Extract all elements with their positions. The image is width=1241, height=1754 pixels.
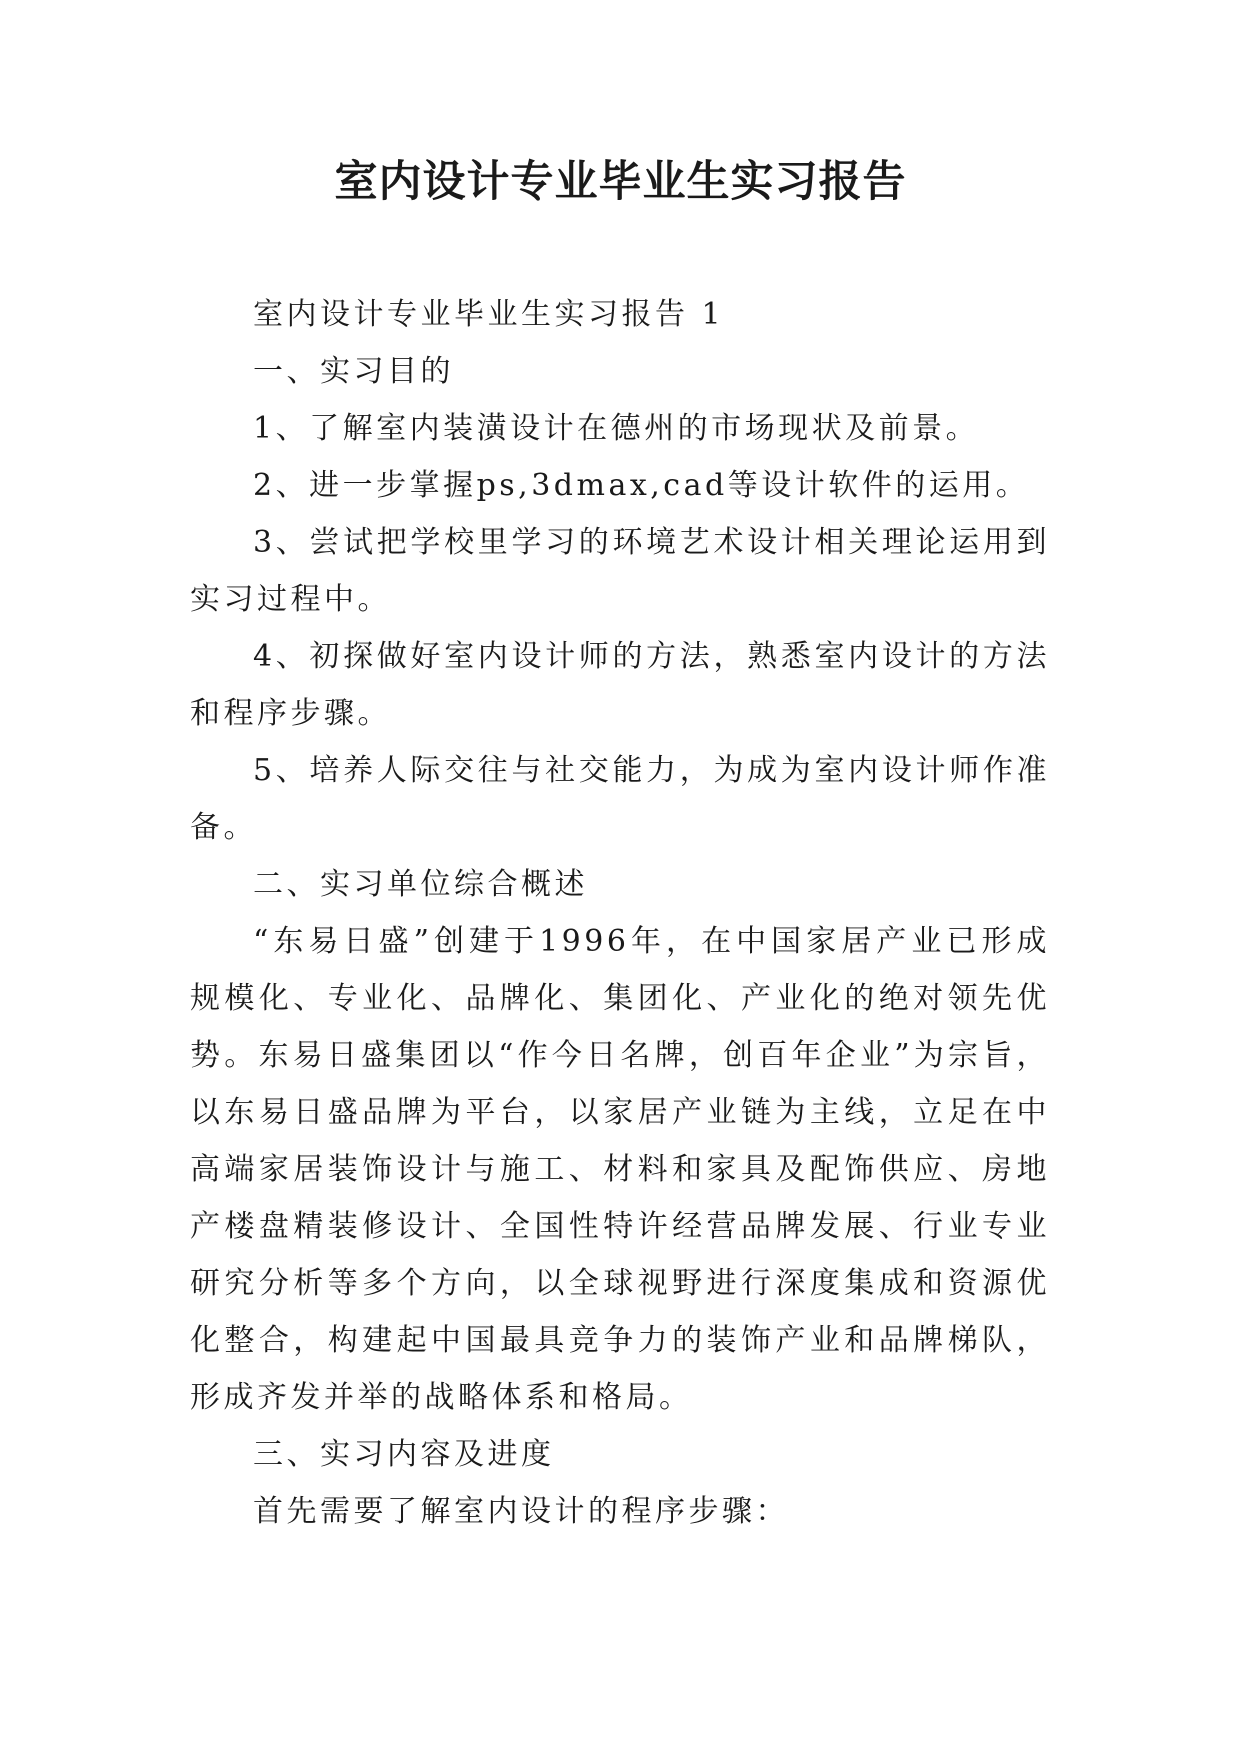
section-heading-content: 三、实习内容及进度 bbox=[253, 1437, 555, 1472]
section-heading-purpose: 一、实习目的 bbox=[253, 354, 454, 389]
report-heading: 室内设计专业毕业生实习报告 1 bbox=[253, 297, 725, 332]
content-intro-paragraph: 首先需要了解室内设计的程序步骤： bbox=[253, 1494, 789, 1529]
purpose-item-4: 4、初探做好室内设计师的方法，熟悉室内设计的方法和程序步骤。 bbox=[190, 639, 1050, 731]
purpose-item-5: 5、培养人际交往与社交能力，为成为室内设计师作准备。 bbox=[190, 753, 1050, 845]
purpose-item-3: 3、尝试把学校里学习的环境艺术设计相关理论运用到实习过程中。 bbox=[190, 525, 1050, 617]
document-body bbox=[190, 286, 1050, 1540]
document-title: 室内设计专业毕业生实习报告 bbox=[334, 157, 907, 207]
company-overview-paragraph: “东易日盛”创建于1996年，在中国家居产业已形成规模化、专业化、品牌化、集团化、产业化的绝对领先优势。东易日盛集团以“作今日名牌，创百年企业”为宗旨，以东易日盛品牌为平台，以家居产业链为主线，立足在中高端家居装饰设计与施工、材料和家具及配饰供应、房地产楼盘精装修设计、全国性特许经营品牌发展、行业专业研究分析等多个方向，以全球视野进行深度集成和资源优化整合，构建起中国最具竞争力的装饰产业和品牌梯队，形成齐发并举的战略体系和格局。 bbox=[190, 924, 1050, 1415]
purpose-item-1: 1、了解室内装潢设计在德州的市场现状及前景。 bbox=[253, 411, 980, 446]
purpose-item-2: 2、进一步掌握ps,3dmax,cad等设计软件的运用。 bbox=[253, 468, 1030, 503]
section-heading-company: 二、实习单位综合概述 bbox=[253, 867, 588, 902]
